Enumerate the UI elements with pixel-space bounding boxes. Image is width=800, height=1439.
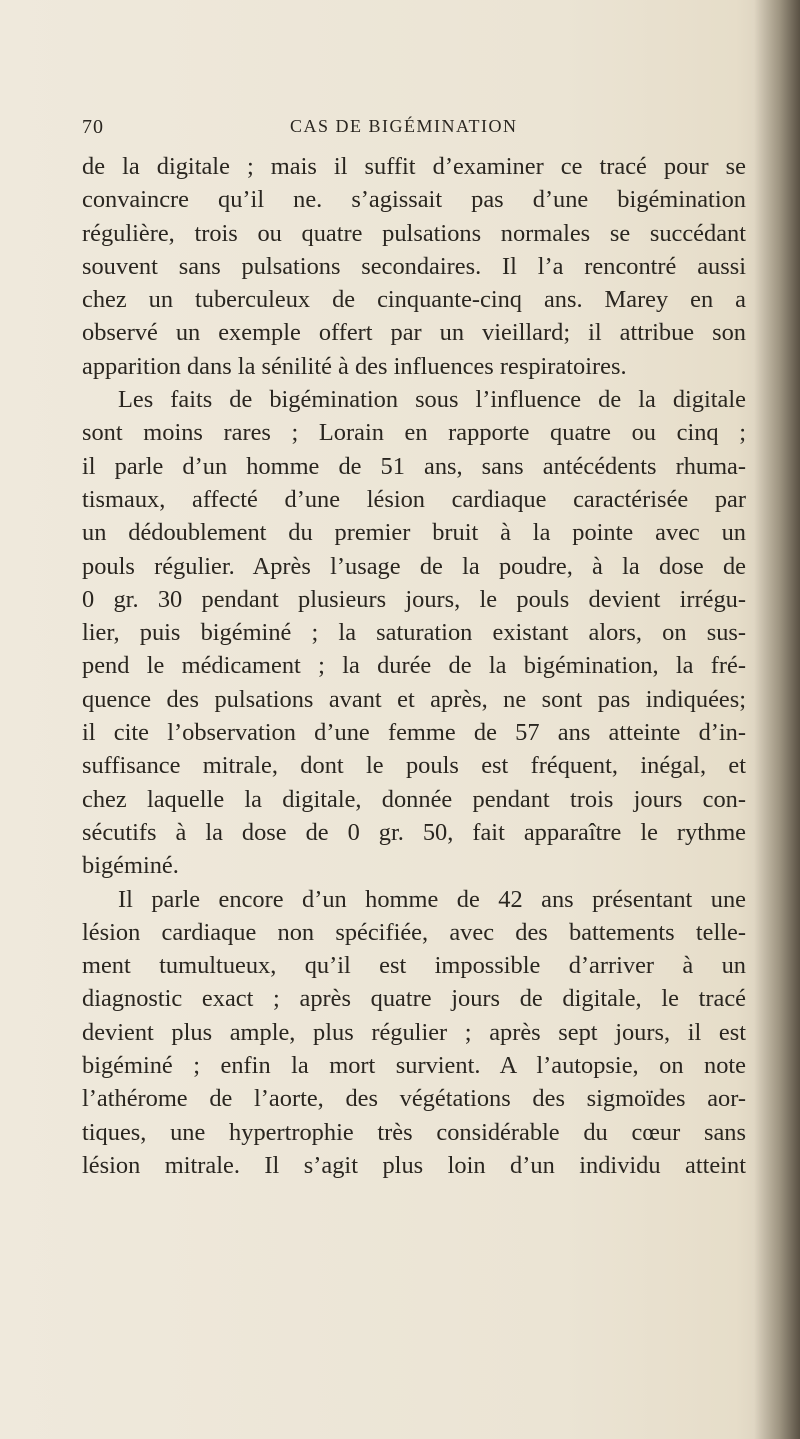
text-line: souvent sans pulsations secondaires. Il l’a rencontré aussi: [82, 252, 746, 280]
text-line: sont moins rares ; Lorain en rapporte quatre ou cinq ;: [82, 419, 746, 447]
text-line: bigéminé ; enfin la mort survient. A l’autopsie, on note: [82, 1052, 746, 1080]
text-line: il cite l’observation d’une femme de 57 ans atteinte d’in-: [82, 719, 746, 747]
text-line: chez laquelle la digitale, donnée pendant trois jours con-: [82, 785, 746, 813]
body-text: [82, 150, 746, 1182]
text-line: lésion mitrale. Il s’agit plus loin d’un individu atteint: [82, 1151, 746, 1179]
text-line: quence des pulsations avant et après, ne sont pas indiquées;: [82, 685, 746, 713]
text-line: suffisance mitrale, dont le pouls est fréquent, inégal, et: [82, 752, 746, 780]
text-line: devient plus ample, plus régulier ; après sept jours, il est: [82, 1018, 746, 1046]
text-line: diagnostic exact ; après quatre jours de digitale, le tracé: [82, 985, 746, 1013]
text-line: observé un exemple offert par un vieillard; il attribue son: [82, 319, 746, 347]
running-title: CAS DE BIGÉMINATION: [290, 116, 518, 136]
text-line: un dédoublement du premier bruit à la pointe avec un: [82, 519, 746, 547]
text-line: 0 gr. 30 pendant plusieurs jours, le pouls devient irrégu-: [82, 585, 746, 613]
text-line: lésion cardiaque non spécifiée, avec des battements telle-: [82, 918, 746, 946]
text-line: l’athérome de l’aorte, des végétations des sigmoïdes aor-: [82, 1085, 746, 1113]
text-line: tiques, une hypertrophie très considérable du cœur sans: [82, 1118, 746, 1146]
text-line: tismaux, affecté d’une lésion cardiaque caractérisée par: [82, 485, 746, 513]
text-line: chez un tuberculeux de cinquante-cinq ans. Marey en a: [82, 286, 746, 314]
text-line: bigéminé.: [82, 852, 179, 880]
text-line: lier, puis bigéminé ; la saturation existant alors, on sus-: [82, 619, 746, 647]
page-header: [82, 116, 742, 146]
text-line: de la digitale ; mais il suffit d’examiner ce tracé pour se: [82, 153, 746, 180]
text-line: ment tumultueux, qu’il est impossible d’arriver à un: [82, 952, 746, 980]
text-line: pend le médicament ; la durée de la bigémination, la fré-: [82, 652, 746, 680]
text-line: il parle d’un homme de 51 ans, sans antécédents rhuma-: [82, 452, 746, 480]
text-line: apparition dans la sénilité à des influences respiratoires.: [82, 352, 627, 380]
text-line: régulière, trois ou quatre pulsations normales se succédant: [82, 219, 746, 247]
text-line: Il parle encore d’un homme de 42 ans présentant une: [118, 885, 746, 913]
text-line: sécutifs à la dose de 0 gr. 50, fait apparaître le rythme: [82, 818, 746, 846]
text-line: pouls régulier. Après l’usage de la poudre, à la dose de: [82, 552, 746, 580]
page-binding-shadow: [754, 0, 800, 1439]
text-line: Les faits de bigémination sous l’influence de la digitale: [118, 386, 746, 414]
page-number: 70: [82, 116, 104, 138]
text-line: convaincre qu’il ne. s’agissait pas d’une bigémination: [82, 186, 746, 214]
